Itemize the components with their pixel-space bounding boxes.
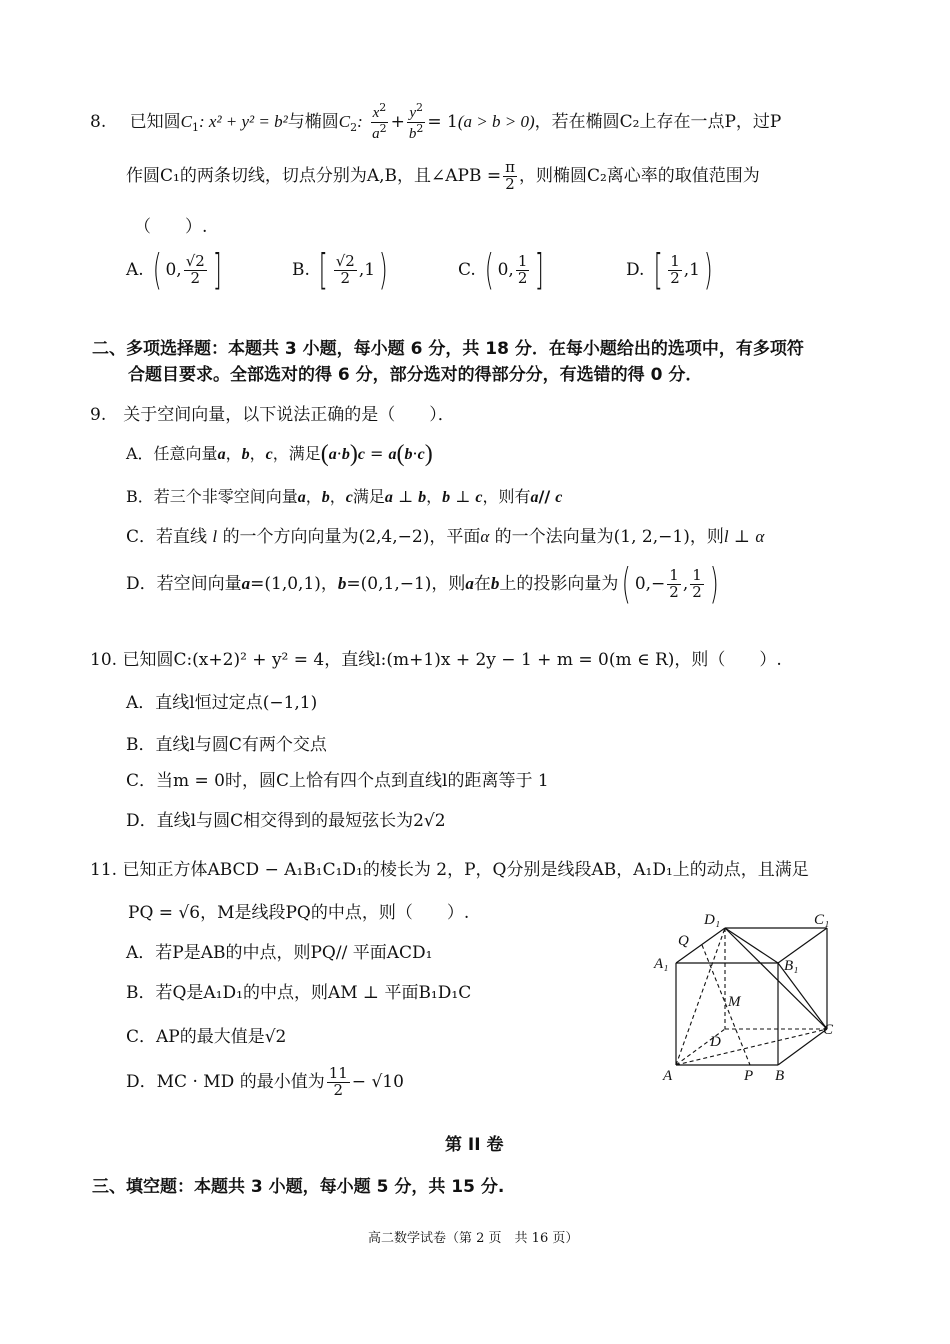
q9-a-text: A．任意向量 bbox=[126, 444, 218, 463]
opt-label: B. bbox=[292, 259, 310, 280]
opt-b: ,1 bbox=[683, 259, 701, 280]
opt-frac: $\frac{1}{2}$ bbox=[517, 252, 528, 287]
frac-x2-a2: $\frac{x^2}{a^2}$ bbox=[372, 101, 387, 142]
q9-c-text: C．若直线 bbox=[126, 527, 208, 547]
section-3-title: 三、填空题：本题共 3 小题，每小题 5 分，共 15 分. bbox=[92, 1177, 505, 1197]
opt-label: D. bbox=[626, 259, 645, 280]
q11-d-post: − √10 bbox=[351, 1071, 404, 1092]
q9-b-text2: 满足 bbox=[352, 487, 385, 506]
ellipse-c2: C bbox=[338, 111, 351, 131]
section-2-line2: 合题目要求。全部选对的得 6 分，部分选对的得部分分，有选错的得 0 分． bbox=[128, 365, 703, 385]
opt-frac: $\frac{√2}{2}$ bbox=[335, 252, 355, 287]
page-footer: 高二数学试卷（第 2 页 共 16 页） bbox=[368, 1231, 579, 1246]
q10-option-a: A．直线l恒过定点(−1,1) bbox=[126, 693, 318, 713]
opt-a: 0, bbox=[497, 259, 514, 280]
q9-a-text2: ，满足 bbox=[272, 444, 321, 463]
q8-text: 已知圆 bbox=[129, 111, 181, 132]
q9-c-text3: 的一个法向量为(1, 2,−1)，则 bbox=[494, 527, 724, 547]
label-p: P bbox=[744, 1068, 754, 1084]
q9-d-text: D．若空间向量 bbox=[126, 573, 242, 594]
q11-option-d bbox=[126, 1066, 404, 1099]
q11-d-text: D．MC · MD 的最小值为 bbox=[126, 1071, 325, 1092]
q11-option-b: B．若Q是A₁D₁的中点，则AM ⊥ 平面B₁D₁C bbox=[126, 983, 472, 1003]
label-d1: D₁ bbox=[704, 912, 721, 928]
q10-option-d: D．直线l与圆C相交得到的最短弦长为2√2 bbox=[126, 811, 446, 831]
label-c: C bbox=[823, 1022, 834, 1038]
frac-pi-2: $\frac{\pi}{2}$ bbox=[505, 158, 515, 193]
section-2-line1: 二、多项选择题：本题共 3 小题，每小题 6 分，共 18 分．在每小题给出的选项中，有多项符 bbox=[92, 339, 804, 359]
q9-option-a: A．任意向量a，b，c，满足(a·b)c = a(b·c) bbox=[126, 441, 433, 467]
part-2-title: 第 II 卷 bbox=[445, 1135, 504, 1155]
q8-eq1: : x² + y² = b² bbox=[198, 111, 288, 131]
label-q: Q bbox=[678, 933, 689, 949]
q11-option-c: C．AP的最大值是√2 bbox=[126, 1027, 287, 1047]
q8-blank: （ ）. bbox=[134, 217, 208, 237]
q8-option-b: B. [ $\frac{√2}{2}$ ,1) bbox=[292, 245, 388, 295]
q9-d-b: =(0,1,−1)，则 bbox=[346, 573, 466, 594]
q8-option-a: A. ( 0, $\frac{√2}{2}$ ] bbox=[126, 245, 222, 295]
q10-option-c: C．当m = 0时，圆C上恰有四个点到直线l的距离等于 1 bbox=[126, 771, 549, 791]
q9-b-text: B．若三个非零空间向量 bbox=[126, 487, 298, 506]
label-d: D bbox=[710, 1034, 721, 1050]
q9-d-a: =(1,0,1)， bbox=[250, 573, 338, 594]
sub: 2 bbox=[350, 121, 358, 135]
label-a: A bbox=[663, 1068, 673, 1084]
q11-option-a: A．若P是AB的中点，则PQ// 平面ACD₁ bbox=[126, 943, 433, 963]
q8-mid: 与椭圆 bbox=[287, 111, 339, 132]
q9-option-b: B．若三个非零空间向量a，b，c满足a ⊥ b，b ⊥ c，则有a// c bbox=[126, 487, 563, 506]
q8-option-d: D. [ $\frac{1}{2}$ ,1) bbox=[626, 245, 713, 295]
q9-option-c: C．若直线 l 的一个方向向量为(2,4,−2)，平面α 的一个法向量为(1, 2,−1)，则l ⊥ α bbox=[126, 527, 765, 547]
circle-c1: C bbox=[180, 111, 192, 131]
label-m: M bbox=[728, 994, 741, 1010]
q8-option-c: C. ( 0, $\frac{1}{2}$ ] bbox=[458, 245, 545, 295]
q11-stem2: PQ = √6，M是线段PQ的中点，则（ ）. bbox=[128, 903, 470, 923]
frac-11-2: $\frac{11}{2}$ bbox=[328, 1064, 348, 1099]
q8-suffix: ，若在椭圆C₂上存在一点P，过P bbox=[534, 111, 782, 132]
opt-b: ,1 bbox=[358, 259, 376, 280]
q8-number: 8. bbox=[90, 111, 107, 132]
label-b: B bbox=[775, 1068, 785, 1084]
opt-frac: $\frac{1}{2}$ bbox=[670, 252, 680, 287]
opt-label: C. bbox=[458, 259, 476, 280]
opt-a: 0, bbox=[165, 259, 182, 280]
q9-stem: 9. 关于空间向量，以下说法正确的是（ ）． bbox=[90, 405, 455, 425]
q9-d-text5: 上的投影向量为 bbox=[499, 573, 619, 594]
opt-label: A. bbox=[126, 259, 144, 280]
q9-c-text2: 的一个方向向量为(2,4,−2)，平面 bbox=[222, 527, 481, 547]
frac-y2-b2: $\frac{y^2}{b^2}$ bbox=[408, 101, 424, 142]
label-c1: C₁ bbox=[814, 912, 830, 928]
q8-cond: (a > b > 0) bbox=[457, 111, 535, 131]
q8-line2-suffix: ，则椭圆C₂离心率的取值范围为 bbox=[518, 165, 760, 186]
cube-figure bbox=[648, 902, 858, 1086]
q8-line2 bbox=[126, 160, 760, 193]
opt-frac: $\frac{√2}{2}$ bbox=[185, 252, 205, 287]
label-a1: A₁ bbox=[654, 956, 669, 972]
q8-line2-text: 作圆C₁的两条切线，切点分别为A,B，且∠APB = bbox=[126, 165, 502, 186]
q11-stem: 11. 已知正方体ABCD − A₁B₁C₁D₁的棱长为 2，P，Q分别是线段AB，A₁D₁上的动点，且满足 bbox=[90, 860, 809, 880]
q10-option-b: B．直线l与圆C有两个交点 bbox=[126, 735, 327, 755]
label-b1: B₁ bbox=[784, 958, 799, 974]
q10-stem: 10. 已知圆C:(x+2)² + y² = 4，直线l:(m+1)x + 2y − 1 + m = 0(m ∈ R)，则（ ）. bbox=[90, 650, 782, 670]
q9-d-text4: 在 bbox=[473, 573, 491, 594]
q9-b-text3: ，则有 bbox=[482, 487, 531, 506]
q8-line1: 8. 已知圆$C_1$: x² + y² = b²与椭圆$C_2$: $\frac{x^2}{a^2}$ + $\frac{y^2}{b^2}$ = 1(a > b > 0)，若在椭圆C₂上存在一点P，过P bbox=[90, 101, 782, 142]
sub: 1 bbox=[191, 121, 199, 135]
q9-option-d: D．若空间向量a=(1,0,1)，b=(0,1,−1)，则a在b上的投影向量为( 0,− $\frac{1}{2}$ , $\frac{1}{2}$ ) bbox=[126, 559, 719, 609]
